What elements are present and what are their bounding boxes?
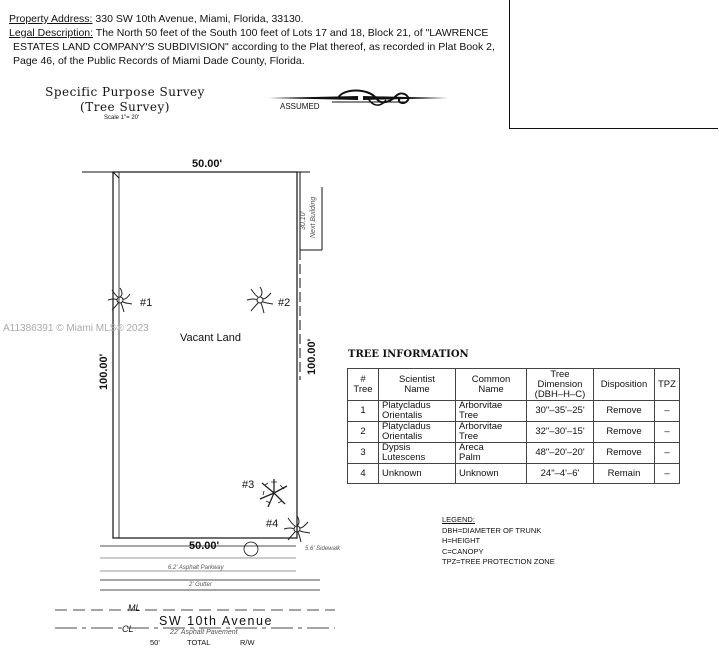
tree-2-icon bbox=[245, 285, 275, 315]
common-name: Arborvitae Tree bbox=[456, 422, 527, 443]
survey-title-line2: (Tree Survey) bbox=[80, 100, 170, 114]
title-block-frame bbox=[509, 0, 718, 129]
common-name: Arborvitae Tree bbox=[456, 401, 527, 422]
legend-item: DBH=DIAMETER OF TRUNK bbox=[442, 525, 542, 535]
tree-1-icon bbox=[106, 286, 134, 314]
disposition: Remain bbox=[594, 464, 655, 484]
tree-num: 2 bbox=[348, 422, 379, 443]
tree-num: 3 bbox=[348, 443, 379, 464]
disposition: Remove bbox=[594, 401, 655, 422]
tree-row bbox=[348, 422, 680, 443]
tree-row bbox=[348, 443, 680, 464]
legend bbox=[442, 515, 555, 568]
scientist-name: Unknown bbox=[379, 464, 456, 484]
col-header-tree: # Tree bbox=[348, 369, 379, 401]
common-name: Areca Palm bbox=[456, 443, 527, 464]
tree-3-label: #3 bbox=[242, 479, 255, 491]
next-building-label: Next Building bbox=[310, 196, 317, 238]
tpz: – bbox=[655, 443, 680, 464]
scientist-name: Dypsis Lutescens bbox=[379, 443, 456, 464]
legal-description-line1: The North 50 feet of the South 100 feet of Lots 17 and 18, Block 21, of "LAWRENCE bbox=[93, 27, 489, 39]
tree-info-table bbox=[347, 368, 680, 484]
scientist-name: Platycladus Orientalis bbox=[379, 401, 456, 422]
legal-description-line3: Page 46, of the Public Records of Miami Dade County, Florida. bbox=[13, 55, 305, 67]
col-header-dimension: Tree Dimension (DBH–H–C) bbox=[527, 369, 594, 401]
col-header-scientist: Scientist Name bbox=[379, 369, 456, 401]
tree-num: 4 bbox=[348, 464, 379, 484]
property-header bbox=[9, 12, 509, 68]
row-width: 50' bbox=[150, 638, 160, 647]
property-address-value: 330 SW 10th Avenue, Miami, Florida, 33130. bbox=[92, 13, 304, 25]
col-header-common: Common Name bbox=[456, 369, 527, 401]
sidewalk-label: 5.6' Sidewalk bbox=[305, 546, 341, 552]
tree-dimension: 48"–20'–20' bbox=[527, 443, 594, 464]
north-arrow-label: ASSUMED bbox=[280, 102, 320, 111]
tree-4-label: #4 bbox=[266, 518, 279, 530]
asphalt-parkway-label: 6.2' Asphalt Parkway bbox=[168, 565, 224, 571]
legal-description-line2: ESTATES LAND COMPANY'S SUBDIVISION" according to the Plat thereof, as recorded in Plat Book 2, bbox=[13, 41, 495, 53]
col-header-tpz: TPZ bbox=[655, 369, 680, 401]
right-dimension: 100.00' bbox=[306, 338, 318, 375]
tree-3-palm-icon bbox=[258, 477, 290, 509]
tree-4-icon bbox=[282, 514, 312, 544]
bottom-dimension: 50.00' bbox=[189, 540, 220, 552]
tree-2-label: #2 bbox=[278, 297, 291, 309]
tree-1-label: #1 bbox=[140, 297, 153, 309]
scientist-name: Platycladus Orientalis bbox=[379, 422, 456, 443]
disposition: Remove bbox=[594, 422, 655, 443]
left-dimension: 100.00' bbox=[98, 353, 110, 390]
common-name: Unknown bbox=[456, 464, 527, 484]
survey-title-line1: Specific Purpose Survey bbox=[45, 85, 205, 99]
street-name: SW 10th Avenue bbox=[159, 614, 273, 628]
survey-title bbox=[40, 85, 210, 115]
tpz: – bbox=[655, 401, 680, 422]
legend-heading: LEGEND: bbox=[442, 515, 475, 524]
property-address-label: Property Address: bbox=[9, 13, 93, 25]
tpz: – bbox=[655, 422, 680, 443]
legend-item: TPZ=TREE PROTECTION ZONE bbox=[442, 557, 555, 566]
centerline-label: CL bbox=[122, 624, 134, 634]
legal-description-label: Legal Description: bbox=[9, 27, 94, 39]
top-dimension: 50.00' bbox=[192, 158, 223, 170]
tree-dimension: 24"–4'–6' bbox=[527, 464, 594, 484]
tree-dimension: 32"–30'–15' bbox=[527, 422, 594, 443]
scale-note: Scale 1"= 20' bbox=[104, 115, 140, 121]
legend-item: H=HEIGHT bbox=[442, 536, 481, 545]
monument-line-label: ML bbox=[128, 603, 141, 613]
tree-row bbox=[348, 464, 680, 484]
legend-item: C=CANOPY bbox=[442, 546, 484, 556]
vacant-land-label: Vacant Land bbox=[180, 332, 241, 344]
asphalt-pavement-label: 22' Asphalt Pavement bbox=[170, 629, 238, 636]
tpz: – bbox=[655, 464, 680, 484]
disposition: Remove bbox=[594, 443, 655, 464]
row-label: R/W bbox=[240, 638, 255, 647]
gutter-label: 2' Gutter bbox=[189, 582, 212, 588]
tree-info-heading: TREE INFORMATION bbox=[348, 349, 469, 360]
tree-row bbox=[348, 401, 680, 422]
row-total: TOTAL bbox=[187, 638, 211, 647]
col-header-disposition: Disposition bbox=[594, 369, 655, 401]
tree-num: 1 bbox=[348, 401, 379, 422]
tree-dimension: 30"–35'–25' bbox=[527, 401, 594, 422]
mls-watermark: A11386391 © Miami MLS® 2023 bbox=[3, 323, 149, 334]
next-building-distance: 30.10' bbox=[300, 211, 307, 230]
